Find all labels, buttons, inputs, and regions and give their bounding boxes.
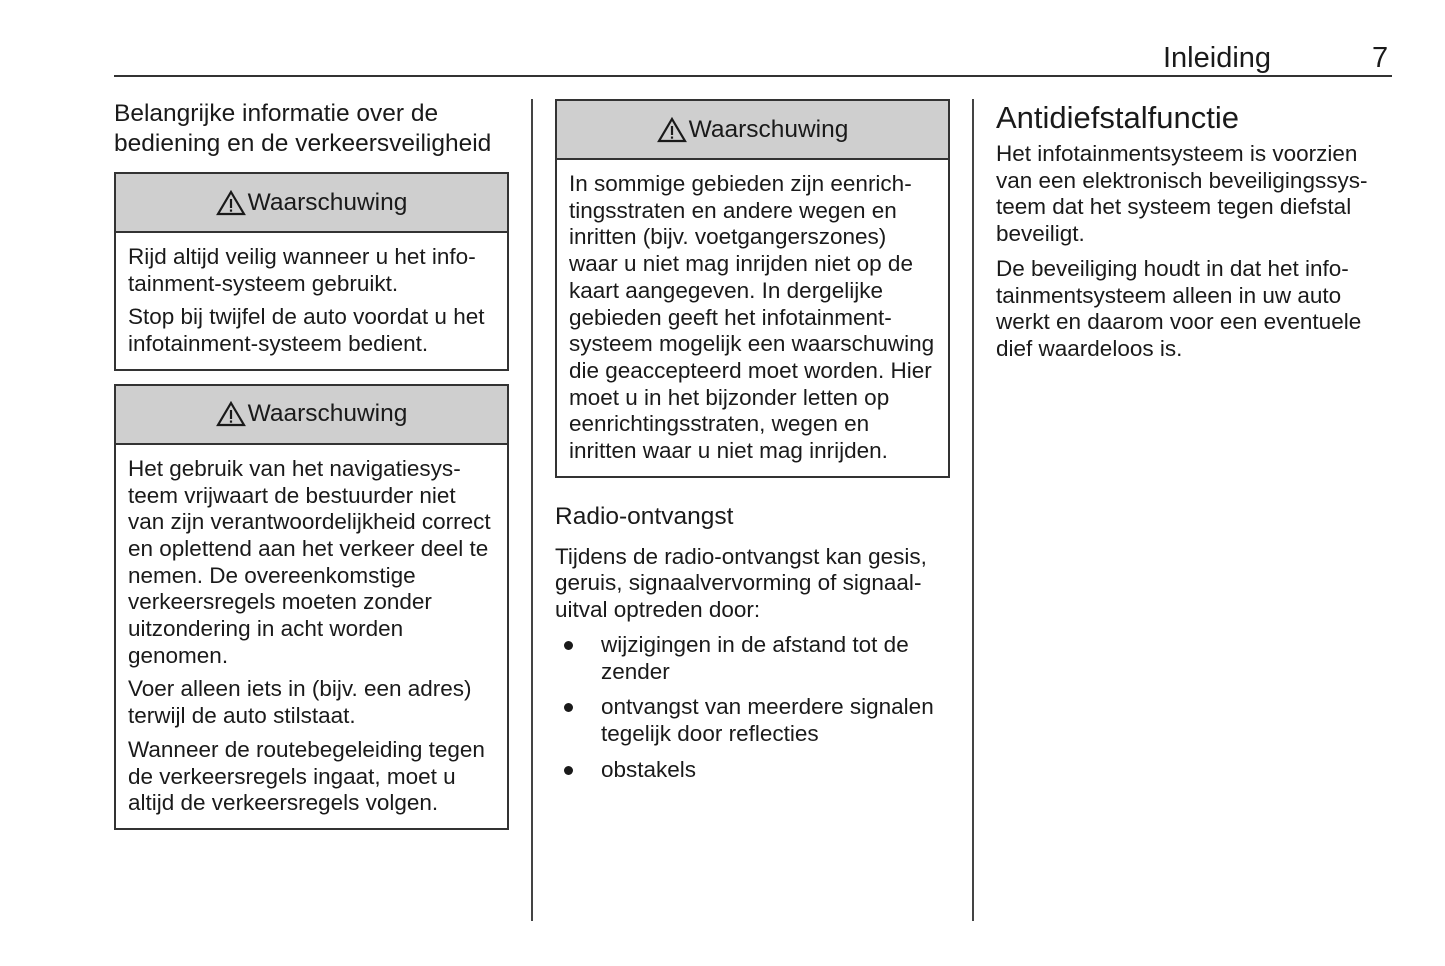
warning-body [557,160,948,476]
warning-body [116,445,507,828]
warning-body [116,233,507,369]
warning-box [114,172,509,371]
bullet-icon [564,766,573,775]
paragraph: Voer alleen iets in (bijv. een adres) terwijl de auto stilstaat. [128,676,472,729]
column-2 [555,99,950,792]
warning-triangle-icon [216,190,246,216]
bullet-icon [564,703,573,712]
warning-title: Waarschuwing [247,188,408,216]
paragraph: De beveiliging houdt in dat het infotainmentsysteem alleen in uw auto werkt en daarom voor een eventuele dief waardeloos is. [996,255,1362,361]
column-divider [531,99,533,921]
warning-title: Waarschuwing [247,400,408,428]
section-heading: Antidiefstalfunctie [996,100,1239,135]
column-divider [972,99,974,921]
warning-box [555,99,950,478]
header-rule [114,75,1392,77]
paragraph: Het gebruik van het navigatiesysteem vrijwaart de bestuurder niet van zijn verantwoordelijkheid correct en oplettend aan het verkeer deel te nemen. De overeenkomstige verkeersregels moeten zonder uitzondering in acht worden genomen. [128,455,491,668]
list-item: wijzigingen in de afstand tot de zender [555,632,950,685]
list-item: obstakels [555,757,950,784]
section-heading: Belangrijke informatie over de bediening en de verkeersveiligheid [114,100,492,157]
paragraph: Rijd altijd veilig wanneer u het infotainment-systeem gebruikt. [128,244,476,296]
column-3 [996,99,1396,371]
bullet-icon [564,641,573,650]
warning-box [114,384,509,830]
paragraph: In sommige gebieden zijn eenrichtingsstraten en andere wegen en inritten (bijv. voetgangerszones) waar u niet mag inrijden niet op de kaart aangegeven. In dergelijke gebieden geeft het infotainmentsysteem mogelijk een waarschuwing die geaccepteerd moet worden. Hier moet u in het bijzonder letten op eenrichtingsstraten, wegen en inritten waar u niet mag inrijden. [569,171,935,464]
paragraph: Tijdens de radio-ontvangst kan gesis, geruis, signaalvervorming of signaaluitval optreden door: [555,543,927,623]
radio-section-heading: Radio-ontvangst [555,502,734,530]
warning-triangle-icon [216,401,246,427]
page-number: 7 [1372,42,1389,74]
radio-section-body [555,544,950,784]
warning-triangle-icon [657,117,687,143]
warning-header [557,101,948,160]
chapter-title: Inleiding [1163,42,1272,74]
warning-header [116,174,507,233]
warning-header [116,386,507,445]
antitheft-body [996,141,1396,363]
warning-title: Waarschuwing [688,115,849,143]
paragraph: Stop bij twijfel de auto voordat u het infotainment-systeem bedient. [128,304,485,357]
bullet-list [555,632,950,784]
column-1 [114,99,509,843]
paragraph: Het infotainmentsysteem is voorzien van een elektronisch beveiligingssysteem dat het systeem tegen diefstal beveiligt. [996,141,1368,247]
paragraph: Wanneer de routebegeleiding tegen de verkeersregels ingaat, moet u altijd de verkeersregels volgen. [128,736,485,816]
list-item: ontvangst van meerdere signalen tegelijk door reflecties [555,694,950,747]
